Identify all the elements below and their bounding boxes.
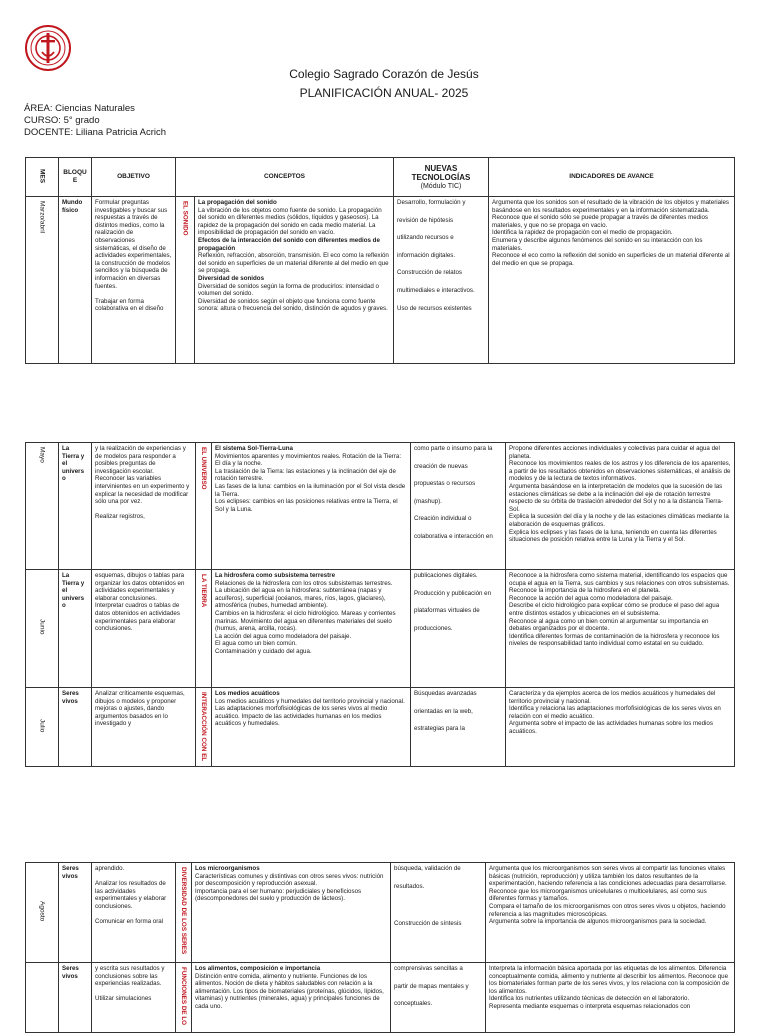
row-mes: Junio bbox=[26, 570, 59, 688]
row-mes: Julio bbox=[26, 688, 59, 767]
row-tic: publicaciones digitales. Producción y publicación en plataformas virtuales de producciones. bbox=[411, 570, 506, 688]
row-bloque: La Tierra y el univers o bbox=[59, 570, 92, 688]
row-tic: Búsquedas avanzadas orientadas en la web, estrategias para la bbox=[411, 688, 506, 767]
row-bloque: Seres vivos bbox=[59, 688, 92, 767]
row-tic: como parte o insumo para la creación de nuevas propuestas o recursos (mashup). Creación individual o colaborativa e interacción en bbox=[411, 443, 506, 570]
row-bloque: Seres vivos bbox=[59, 863, 92, 963]
row-mes: Agosto bbox=[26, 863, 59, 963]
row-indicadores: Interpreta la información básica aportada por las etiquetas de los alimentos. Diferencia conceptualmente comida, alimento y nutriente al describir los alimentos. Reconoce que los biomateriales forman parte de los seres vivos, y los relaciona con la composición de los alimentos. Identifica los nutrientes utilizando técnicas de detección en el laboratorio. Representa mediante esquemas o interpreta esquemas relacionados con bbox=[486, 963, 735, 1033]
table-row bbox=[26, 443, 735, 570]
row-eje: DIVERSIDAD DE LOS SERES bbox=[176, 863, 192, 963]
row-mes: Marzo/abril bbox=[26, 197, 59, 364]
row-objetivo: esquemas, dibujos o tablas para organizar los datos obtenidos en actividades experimentales y elaborar conclusiones. Interpretar cuadros o tablas de datos obtenidos en actividades experimentales para elaborar conclusiones. bbox=[92, 570, 196, 688]
row-tic: búsqueda, validación de resultados. Construcción de síntesis bbox=[391, 863, 486, 963]
row-objetivo: aprendido. Analizar los resultados de las actividades experimentales y elaborar conclusiones. Comunicar en forma oral bbox=[92, 863, 176, 963]
row-eje: EL SONIDO bbox=[176, 197, 195, 364]
row-conceptos: La hidrosfera como subsistema terrestre Relaciones de la hidrosfera con los otros subsistemas terrestres. La ubicación del agua en la hidrosfera: subterránea (napas y acuíferos), superficial (océanos, mares, ríos, lagos, glaciares), atmosférica (nubes, humedad ambiente). Cambios en la hidrosfera: el ciclo hidrológico. Mareas y corrientes marinas. Movimiento del agua en diferentes materiales del suelo (humus, arena, arcilla, rocas). La acción del agua como modeladora del paisaje. El agua como un bien común. Contaminación y cuidado del agua. bbox=[212, 570, 411, 688]
row-bloque: La Tierra y el univers o bbox=[59, 443, 92, 570]
table-row bbox=[26, 570, 735, 688]
row-tic: Desarrollo, formulación y revisión de hipótesis utilizando recursos e información digitales. Construcción de relatos multimediales e interactivos. Uso de recursos existentes bbox=[394, 197, 489, 364]
row-mes: Mayo bbox=[26, 443, 59, 570]
col-nuevas-tecnologias: NUEVAS TECNOLOGÍAS (Módulo TIC) bbox=[394, 158, 489, 197]
planning-table-1 bbox=[25, 157, 735, 364]
row-objetivo: y escrita sus resultados y conclusiones sobre las experiencias realizadas. Utilizar simulaciones bbox=[92, 963, 176, 1033]
row-conceptos: La propagación del sonido La vibración de los objetos como fuente de sonido. La propagación del sonido en diferentes medios (sólidos, líquidos y gaseosos). La rapidez de la propagación del sonido en cada medio material. La imposibilidad de propagación del sonido en vacío. Efectos de la interacción del sonido con diferentes medios de propagación Reflexión, refracción, absorción, transmisión. El eco como la reflexión del sonido en superficies de un material diferente al del medio en que se propaga. Diversidad de sonidos Diversidad de sonidos según la forma de producirlos: intensidad o volumen del sonido. Diversidad de sonidos según el objeto que funciona como fuente sonora: altura o frecuencia del sonido, distinción de agudos y graves. bbox=[195, 197, 394, 364]
row-indicadores: Reconoce a la hidrosfera como sistema material, identificando los espacios que ocupa el agua en la Tierra, sus cambios y sus relaciones con otros subsistemas. Reconoce la importancia de la hidrosfera en el planeta. Reconoce la acción del agua como modeladora del paisaje. Describe el ciclo hidrológico para explicar cómo se produce el paso del agua entre distintos estados y ubicaciones en el subsistema. Reconoce al agua como un bien común al argumentar su importancia en debates organizados por el docente. Identifica diferentes formas de contaminación de la hidrosfera y reconoce los niveles de responsabilidad tanto individual como estatal en su cuidado. bbox=[506, 570, 735, 688]
curso-label: CURSO: 5° grado bbox=[24, 115, 100, 126]
row-conceptos: Los alimentos, composición e importancia Distinción entre comida, alimento y nutriente. Funciones de los alimentos. Noción de dieta y hábitos saludables con relación a la alimentación. Los tipos de biomateriales (proteínas, glúcidos, lípidos, vitaminas) y nutrientes (minerales, agua) y principales funciones de cada uno. bbox=[192, 963, 391, 1033]
col-mes: MES bbox=[26, 158, 59, 197]
row-eje: LA TIERRA bbox=[196, 570, 212, 688]
table-row bbox=[26, 863, 735, 963]
table-row bbox=[26, 688, 735, 767]
school-name: Colegio Sagrado Corazón de Jesús bbox=[289, 67, 479, 81]
row-objetivo: y la realización de experiencias y de modelos para responder a posibles preguntas de investigación escolar. Reconocer las variables intervinientes en un experimento y explicar la necesidad de modificar sólo una por vez. Realizar registros, bbox=[92, 443, 196, 570]
row-indicadores: Argumenta que los microorganismos son seres vivos al compartir las funciones vitales básicas (nutrición, reproducción) y utiliza también los datos resultantes de la experimentación, haciendo referencia a las condiciones adecuadas para desarrollarse. Reconoce que los microorganismos unicelulares o multicelulares, así como sus diferentes formas y tamaños. Compara el tamaño de los microorganismos con otros seres vivos u objetos, haciendo referencia a las magnitudes microscópicas. Argumenta sobre la importancia de algunos microorganismos para la sociedad. bbox=[486, 863, 735, 963]
planning-table-2 bbox=[25, 442, 735, 767]
row-eje: EL UNIVERSO bbox=[196, 443, 212, 570]
row-conceptos: Los microorganismos Características comunes y distintivas con otros seres vivos: nutrición por descomposición y reproducción asexual. Importancia para el ser humano: perjudiciales y beneficiosos (descomponedores del suelo y producción de lácteos). bbox=[192, 863, 391, 963]
row-indicadores: Argumenta que los sonidos son el resultado de la vibración de los objetos y materiales basándose en los resultados experimentales y en la información sistematizada. Reconoce que el sonido sólo se puede propagar a través de diferentes medios materiales, y que no se propaga en vacío. Identifica la rapidez de propagación con el medio de propagación. Enumera y describe algunos fenómenos del sonido en su interacción con los materiales. Reconoce el eco como la reflexión del sonido en superficies de un material diferente al del medio en que se propaga. bbox=[489, 197, 735, 364]
area-label: ÁREA: Ciencias Naturales bbox=[24, 103, 135, 114]
row-bloque: Seres vivos bbox=[59, 963, 92, 1033]
table-header-row bbox=[26, 158, 735, 197]
row-indicadores: Caracteriza y da ejemplos acerca de los medios acuáticos y humedales del territorio provincial y nacional. Identifica y relaciona las adaptaciones morfofisiológicas de los seres vivos en relación con el medio acuático. Argumenta sobre el impacto de las actividades humanas sobre los medios acuáticos. bbox=[506, 688, 735, 767]
row-eje: FUNCIONES DE LO bbox=[176, 963, 192, 1033]
row-conceptos: Los medios acuáticos Los medios acuáticos y humedales del territorio provincial y nacional. Las adaptaciones morfofisiológicas de los seres vivos al medio acuático. Impacto de las actividades humanas en los medios acuáticos y humedales. bbox=[212, 688, 411, 767]
row-eje: INTERACCIÓN CON EL bbox=[196, 688, 212, 767]
row-bloque: Mundo físico bbox=[59, 197, 92, 364]
school-seal-icon bbox=[24, 24, 72, 72]
plan-title: PLANIFICACIÓN ANUAL- 2025 bbox=[299, 86, 469, 100]
planning-table-3 bbox=[25, 862, 735, 1033]
row-indicadores: Propone diferentes acciones individuales y colectivas para cuidar el agua del planeta. Reconoce los movimientos reales de los astros y los diferencia de los aparentes, a partir de los resultados obtenidos en observaciones sistemáticas, el análisis de modelos y de la lectura de textos informativos. Argumenta basándose en la interpretación de modelos que la sucesión de las estaciones climáticas se debe a la inclinación del eje de rotación terrestre respecto de su órbita de traslación alrededor del Sol y no a la distancia Tierra-Sol. Explica la sucesión del día y la noche y de las estaciones climáticas mediante la elaboración de esquemas gráficos. Explica los eclipses y las fases de la luna, teniendo en cuenta las diferentes situaciones de posición relativa entre la Luna y la Tierra y el Sol. bbox=[506, 443, 735, 570]
row-conceptos: El sistema Sol-Tierra-Luna Movimientos aparentes y movimientos reales. Rotación de la Tierra: El día y la noche. La traslación de la Tierra: las estaciones y la inclinación del eje de rotación terrestre. Las fases de la luna: cambios en la iluminación por el Sol vista desde la Tierra. Los eclipses: cambios en las posiciones relativas entre la Tierra, el Sol y la Luna. bbox=[212, 443, 411, 570]
col-conceptos: CONCEPTOS bbox=[176, 158, 394, 197]
row-tic: comprensivas sencillas a partir de mapas mentales y conceptuales. bbox=[391, 963, 486, 1033]
docente-label: DOCENTE: Liliana Patricia Acrich bbox=[24, 127, 167, 138]
row-mes bbox=[26, 963, 59, 1033]
table-row bbox=[26, 197, 735, 364]
col-indicadores: INDICADORES DE AVANCE bbox=[489, 158, 735, 197]
col-objetivo: OBJETIVO bbox=[92, 158, 176, 197]
col-bloque: BLOQU E bbox=[59, 158, 92, 197]
row-objetivo: Analizar críticamente esquemas, dibujos o modelos y proponer mejoras o ajustes, dando argumentos basados en lo investigado y bbox=[92, 688, 196, 767]
table-row bbox=[26, 963, 735, 1033]
row-objetivo: Formular preguntas investigables y buscar sus respuestas a través de distintos medios, como la realización de observaciones sistemáticas, el diseño de actividades experimentales, la construcción de modelos sencillos y la búsqueda de información en diversas fuentes. Trabajar en forma colaborativa en el diseño bbox=[92, 197, 176, 364]
